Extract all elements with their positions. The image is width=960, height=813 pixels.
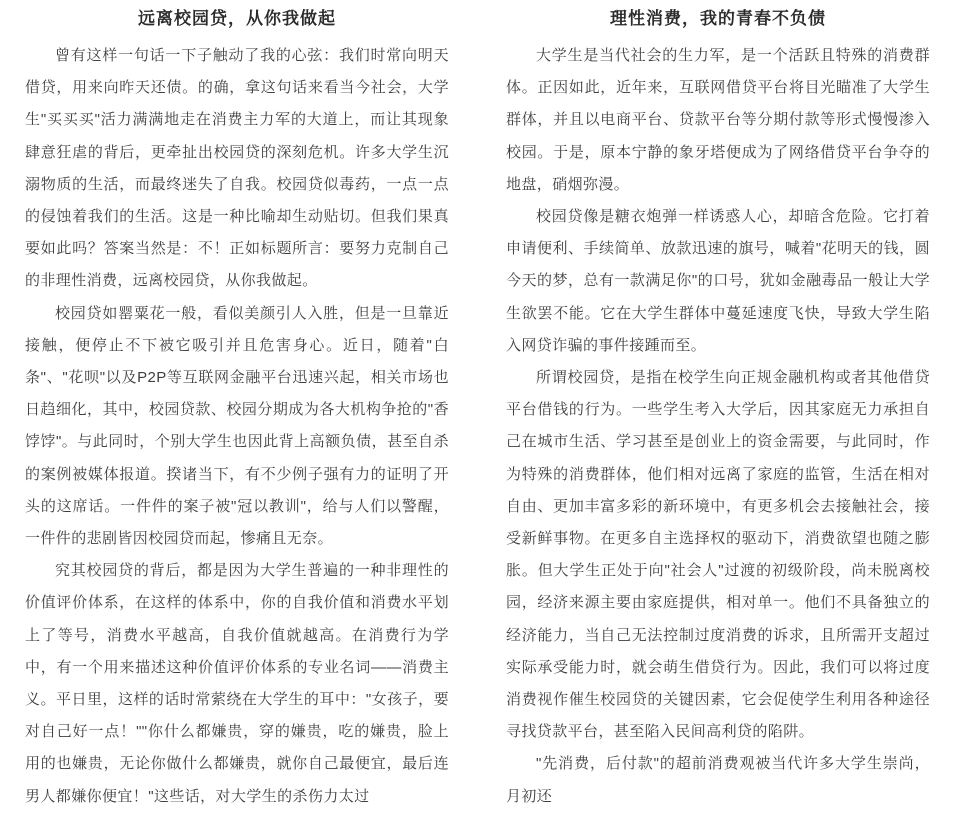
right-article-paragraph-2: 校园贷像是糖衣炮弹一样诱惑人心，却暗含危险。它打着申请便利、手续简单、放款迅速的旗号，喊着"花明天的钱，圆今天的梦，总有一款满足你"的口号，犹如金融毒品一般让大学生欲罢不能。它在大学生群体中蔓延速度飞快，导致大学生陷入网贷诈骗的事件接踵而至。 xyxy=(506,208,930,354)
left-article-paragraph-3: 究其校园贷的背后，都是因为大学生普遍的一种非理性的价值评价体系，在这样的体系中，你的自我价值和消费水平划上了等号，消费水平越高，自我价值就越高。在消费行为学中，有一个用来描述这种价值评价体系的专业名词——消费主义。平日里，这样的话时常萦绕在大学生的耳中："女孩子，要对自己好一点！""你什么都嫌贵，穿的嫌贵，吃的嫌贵，脸上用的也嫌贵，无论你做什么都嫌贵，就你自己最便宜，最后连男人都嫌你便宜！"这些话，对大学生的杀伤力太过 xyxy=(25,562,449,805)
left-article xyxy=(25,6,449,813)
right-article-paragraph-3: 所谓校园贷，是指在校学生向正规金融机构或者其他借贷平台借钱的行为。一些学生考入大学后，因其家庭无力承担自己在城市生活、学习甚至是创业上的资金需要，与此同时，作为特殊的消费群体，他们相对远离了家庭的监管，生活在相对自由、更加丰富多彩的新环境中，有更多机会去接触社会，接受新鲜事物。在更多自主选择权的驱动下，消费欲望也随之膨胀。但大学生正处于向"社会人"过渡的初级阶段，尚未脱离校园，经济来源主要由家庭提供，相对单一。他们不具备独立的经济能力，当自己无法控制过度消费的诉求，且所需开支超过实际承受能力时，就会萌生借贷行为。因此，我们可以将过度消费视作催生校园贷的关键因素，它会促使学生利用各种途径寻找贷款平台，甚至陷入民间高利贷的陷阱。 xyxy=(506,369,930,741)
right-article-paragraph-1: 大学生是当代社会的生力军，是一个活跃且特殊的消费群体。正因如此，近年来，互联网借贷平台将目光瞄准了大学生群体，并且以电商平台、贷款平台等分期付款等形式慢慢渗入校园。于是，原本宁静的象牙塔便成为了网络借贷平台争夺的地盘，硝烟弥漫。 xyxy=(506,47,930,193)
right-article xyxy=(506,6,930,813)
right-article-paragraph-4: "先消费，后付款"的超前消费观被当代许多大学生崇尚，月初还 xyxy=(506,755,930,805)
right-article-title: 理性消费，我的青春不负债 xyxy=(610,9,826,28)
left-article-paragraph-1: 曾有这样一句话一下子触动了我的心弦：我们时常向明天借贷，用来向昨天还债。的确，拿这句话来看当今社会，大学生"买买买"活力满满地走在消费主力军的大道上，而让其现象肆意狂虐的背后，更牵扯出校园贷的深刻危机。许多大学生沉溺物质的生活，而最终迷失了自我。校园贷似毒药，一点一点的侵蚀着我们的生活。这是一种比喻却生动贴切。但我们果真要如此吗？答案当然是：不！正如标题所言：要努力克制自己的非理性消费，远离校园贷，从你我做起。 xyxy=(25,47,449,290)
left-article-paragraph-2: 校园贷如罂粟花一般，看似美颜引人入胜，但是一旦靠近接触，便停止不下被它吸引并且危害身心。近日，随着"白条"、"花呗"以及P2P等互联网金融平台迅速兴起，相关市场也日趋细化，其中，校园贷款、校园分期成为各大机构争抢的"香饽饽"。与此同时，个别大学生也因此背上高额负债，甚至自杀的案例被媒体报道。揆诸当下，有不少例子强有力的证明了开头的这席话。一件件的案子被"冠以教训"，给与人们以警醒，一件件的悲剧皆因校园贷而起，惨痛且无奈。 xyxy=(25,304,449,548)
left-article-title: 远离校园贷，从你我做起 xyxy=(138,9,336,28)
